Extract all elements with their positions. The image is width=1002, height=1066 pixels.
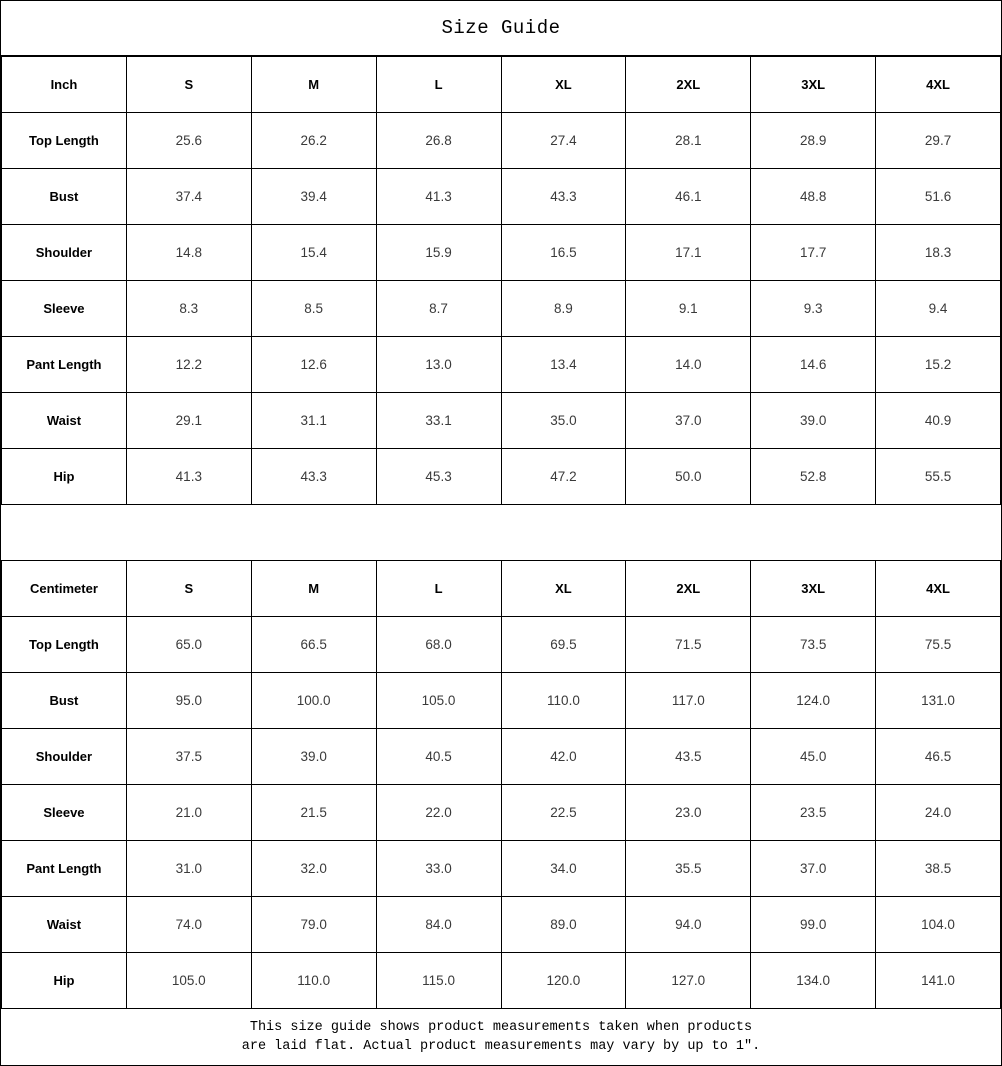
measurement-label-cell: Shoulder (2, 729, 127, 785)
measurement-value-cell: 94.0 (626, 897, 751, 953)
measurement-value-cell: 21.5 (251, 785, 376, 841)
measurement-label-cell: Top Length (2, 113, 127, 169)
measurement-value-cell: 13.4 (501, 337, 626, 393)
measurement-value-cell: 26.8 (376, 113, 501, 169)
size-header-cell: S (126, 57, 251, 113)
measurement-value-cell: 23.5 (751, 785, 876, 841)
measurement-value-cell: 8.7 (376, 281, 501, 337)
measurement-value-cell: 37.4 (126, 169, 251, 225)
measurement-value-cell: 43.3 (501, 169, 626, 225)
measurement-label-cell: Pant Length (2, 337, 127, 393)
measurement-value-cell: 26.2 (251, 113, 376, 169)
measurement-value-cell: 84.0 (376, 897, 501, 953)
measurement-value-cell: 9.1 (626, 281, 751, 337)
inch-table (1, 56, 1001, 505)
measurement-row (2, 337, 1001, 393)
measurement-value-cell: 35.5 (626, 841, 751, 897)
measurement-value-cell: 99.0 (751, 897, 876, 953)
measurement-value-cell: 51.6 (876, 169, 1001, 225)
measurement-value-cell: 37.0 (751, 841, 876, 897)
measurement-value-cell: 39.0 (751, 393, 876, 449)
measurement-value-cell: 115.0 (376, 953, 501, 1009)
measurement-row (2, 673, 1001, 729)
measurement-value-cell: 55.5 (876, 449, 1001, 505)
measurement-value-cell: 17.7 (751, 225, 876, 281)
measurement-value-cell: 141.0 (876, 953, 1001, 1009)
measurement-value-cell: 39.0 (251, 729, 376, 785)
measurement-value-cell: 8.5 (251, 281, 376, 337)
measurement-row (2, 897, 1001, 953)
inch-table-body (2, 113, 1001, 505)
measurement-row (2, 953, 1001, 1009)
measurement-value-cell: 28.1 (626, 113, 751, 169)
measurement-value-cell: 14.0 (626, 337, 751, 393)
measurement-value-cell: 68.0 (376, 617, 501, 673)
measurement-value-cell: 33.0 (376, 841, 501, 897)
measurement-label-cell: Waist (2, 393, 127, 449)
size-guide-title: Size Guide (1, 1, 1001, 56)
measurement-value-cell: 21.0 (126, 785, 251, 841)
measurement-value-cell: 29.7 (876, 113, 1001, 169)
measurement-value-cell: 74.0 (126, 897, 251, 953)
size-header-cell: L (376, 57, 501, 113)
measurement-label-cell: Sleeve (2, 281, 127, 337)
measurement-label-cell: Shoulder (2, 225, 127, 281)
measurement-value-cell: 12.2 (126, 337, 251, 393)
measurement-value-cell: 127.0 (626, 953, 751, 1009)
measurement-value-cell: 27.4 (501, 113, 626, 169)
measurement-value-cell: 17.1 (626, 225, 751, 281)
measurement-row (2, 785, 1001, 841)
size-header-cell: XL (501, 561, 626, 617)
measurement-value-cell: 124.0 (751, 673, 876, 729)
measurement-value-cell: 43.5 (626, 729, 751, 785)
centimeter-table (1, 560, 1001, 1009)
measurement-value-cell: 35.0 (501, 393, 626, 449)
measurement-value-cell: 100.0 (251, 673, 376, 729)
measurement-value-cell: 14.6 (751, 337, 876, 393)
measurement-value-cell: 40.9 (876, 393, 1001, 449)
measurement-value-cell: 120.0 (501, 953, 626, 1009)
measurement-label-cell: Sleeve (2, 785, 127, 841)
measurement-row (2, 729, 1001, 785)
measurement-label-cell: Top Length (2, 617, 127, 673)
measurement-value-cell: 13.0 (376, 337, 501, 393)
measurement-value-cell: 65.0 (126, 617, 251, 673)
measurement-row (2, 449, 1001, 505)
centimeter-table-head (2, 561, 1001, 617)
measurement-value-cell: 38.5 (876, 841, 1001, 897)
measurement-value-cell: 18.3 (876, 225, 1001, 281)
measurement-value-cell: 33.1 (376, 393, 501, 449)
measurement-value-cell: 110.0 (501, 673, 626, 729)
measurement-value-cell: 73.5 (751, 617, 876, 673)
measurement-value-cell: 41.3 (126, 449, 251, 505)
measurement-value-cell: 46.1 (626, 169, 751, 225)
measurement-value-cell: 52.8 (751, 449, 876, 505)
measurement-value-cell: 12.6 (251, 337, 376, 393)
measurement-value-cell: 95.0 (126, 673, 251, 729)
measurement-row (2, 841, 1001, 897)
measurement-value-cell: 9.4 (876, 281, 1001, 337)
measurement-value-cell: 9.3 (751, 281, 876, 337)
measurement-value-cell: 29.1 (126, 393, 251, 449)
size-guide-note (1, 1009, 1001, 1065)
measurement-value-cell: 104.0 (876, 897, 1001, 953)
measurement-value-cell: 110.0 (251, 953, 376, 1009)
measurement-label-cell: Pant Length (2, 841, 127, 897)
size-header-row (2, 57, 1001, 113)
measurement-value-cell: 105.0 (376, 673, 501, 729)
size-header-cell: 4XL (876, 57, 1001, 113)
measurement-value-cell: 45.0 (751, 729, 876, 785)
measurement-value-cell: 43.3 (251, 449, 376, 505)
measurement-row (2, 113, 1001, 169)
measurement-value-cell: 40.5 (376, 729, 501, 785)
size-header-cell: 2XL (626, 57, 751, 113)
size-header-cell: L (376, 561, 501, 617)
note-line-2: are laid flat. Actual product measurements may vary by up to 1″. (241, 1039, 761, 1054)
measurement-value-cell: 50.0 (626, 449, 751, 505)
measurement-value-cell: 105.0 (126, 953, 251, 1009)
measurement-value-cell: 75.5 (876, 617, 1001, 673)
measurement-value-cell: 23.0 (626, 785, 751, 841)
size-header-row (2, 561, 1001, 617)
size-header-cell: 3XL (751, 561, 876, 617)
measurement-row (2, 225, 1001, 281)
measurement-label-cell: Hip (2, 449, 127, 505)
measurement-value-cell: 134.0 (751, 953, 876, 1009)
measurement-value-cell: 66.5 (251, 617, 376, 673)
size-header-cell: 4XL (876, 561, 1001, 617)
measurement-value-cell: 31.0 (126, 841, 251, 897)
measurement-value-cell: 15.9 (376, 225, 501, 281)
unit-header-cell: Centimeter (2, 561, 127, 617)
measurement-value-cell: 8.3 (126, 281, 251, 337)
measurement-label-cell: Bust (2, 673, 127, 729)
measurement-row (2, 169, 1001, 225)
measurement-value-cell: 69.5 (501, 617, 626, 673)
measurement-value-cell: 46.5 (876, 729, 1001, 785)
measurement-value-cell: 8.9 (501, 281, 626, 337)
measurement-value-cell: 15.4 (251, 225, 376, 281)
note-line-1: This size guide shows product measurements taken when products (249, 1020, 753, 1035)
measurement-value-cell: 22.0 (376, 785, 501, 841)
measurement-value-cell: 34.0 (501, 841, 626, 897)
size-header-cell: 3XL (751, 57, 876, 113)
inch-table-head (2, 57, 1001, 113)
measurement-value-cell: 79.0 (251, 897, 376, 953)
measurement-value-cell: 28.9 (751, 113, 876, 169)
measurement-value-cell: 25.6 (126, 113, 251, 169)
size-header-cell: XL (501, 57, 626, 113)
measurement-label-cell: Hip (2, 953, 127, 1009)
measurement-value-cell: 48.8 (751, 169, 876, 225)
measurement-value-cell: 22.5 (501, 785, 626, 841)
measurement-value-cell: 131.0 (876, 673, 1001, 729)
measurement-label-cell: Bust (2, 169, 127, 225)
size-header-cell: M (251, 561, 376, 617)
measurement-value-cell: 16.5 (501, 225, 626, 281)
measurement-value-cell: 39.4 (251, 169, 376, 225)
measurement-value-cell: 32.0 (251, 841, 376, 897)
measurement-value-cell: 45.3 (376, 449, 501, 505)
measurement-row (2, 281, 1001, 337)
measurement-value-cell: 71.5 (626, 617, 751, 673)
measurement-value-cell: 37.5 (126, 729, 251, 785)
size-header-cell: M (251, 57, 376, 113)
measurement-row (2, 393, 1001, 449)
measurement-value-cell: 89.0 (501, 897, 626, 953)
size-header-cell: S (126, 561, 251, 617)
measurement-value-cell: 14.8 (126, 225, 251, 281)
table-spacer (1, 505, 1001, 560)
measurement-value-cell: 42.0 (501, 729, 626, 785)
centimeter-table-body (2, 617, 1001, 1009)
measurement-value-cell: 31.1 (251, 393, 376, 449)
unit-header-cell: Inch (2, 57, 127, 113)
measurement-value-cell: 37.0 (626, 393, 751, 449)
measurement-value-cell: 41.3 (376, 169, 501, 225)
measurement-value-cell: 24.0 (876, 785, 1001, 841)
measurement-row (2, 617, 1001, 673)
measurement-value-cell: 47.2 (501, 449, 626, 505)
measurement-label-cell: Waist (2, 897, 127, 953)
measurement-value-cell: 15.2 (876, 337, 1001, 393)
size-header-cell: 2XL (626, 561, 751, 617)
measurement-value-cell: 117.0 (626, 673, 751, 729)
